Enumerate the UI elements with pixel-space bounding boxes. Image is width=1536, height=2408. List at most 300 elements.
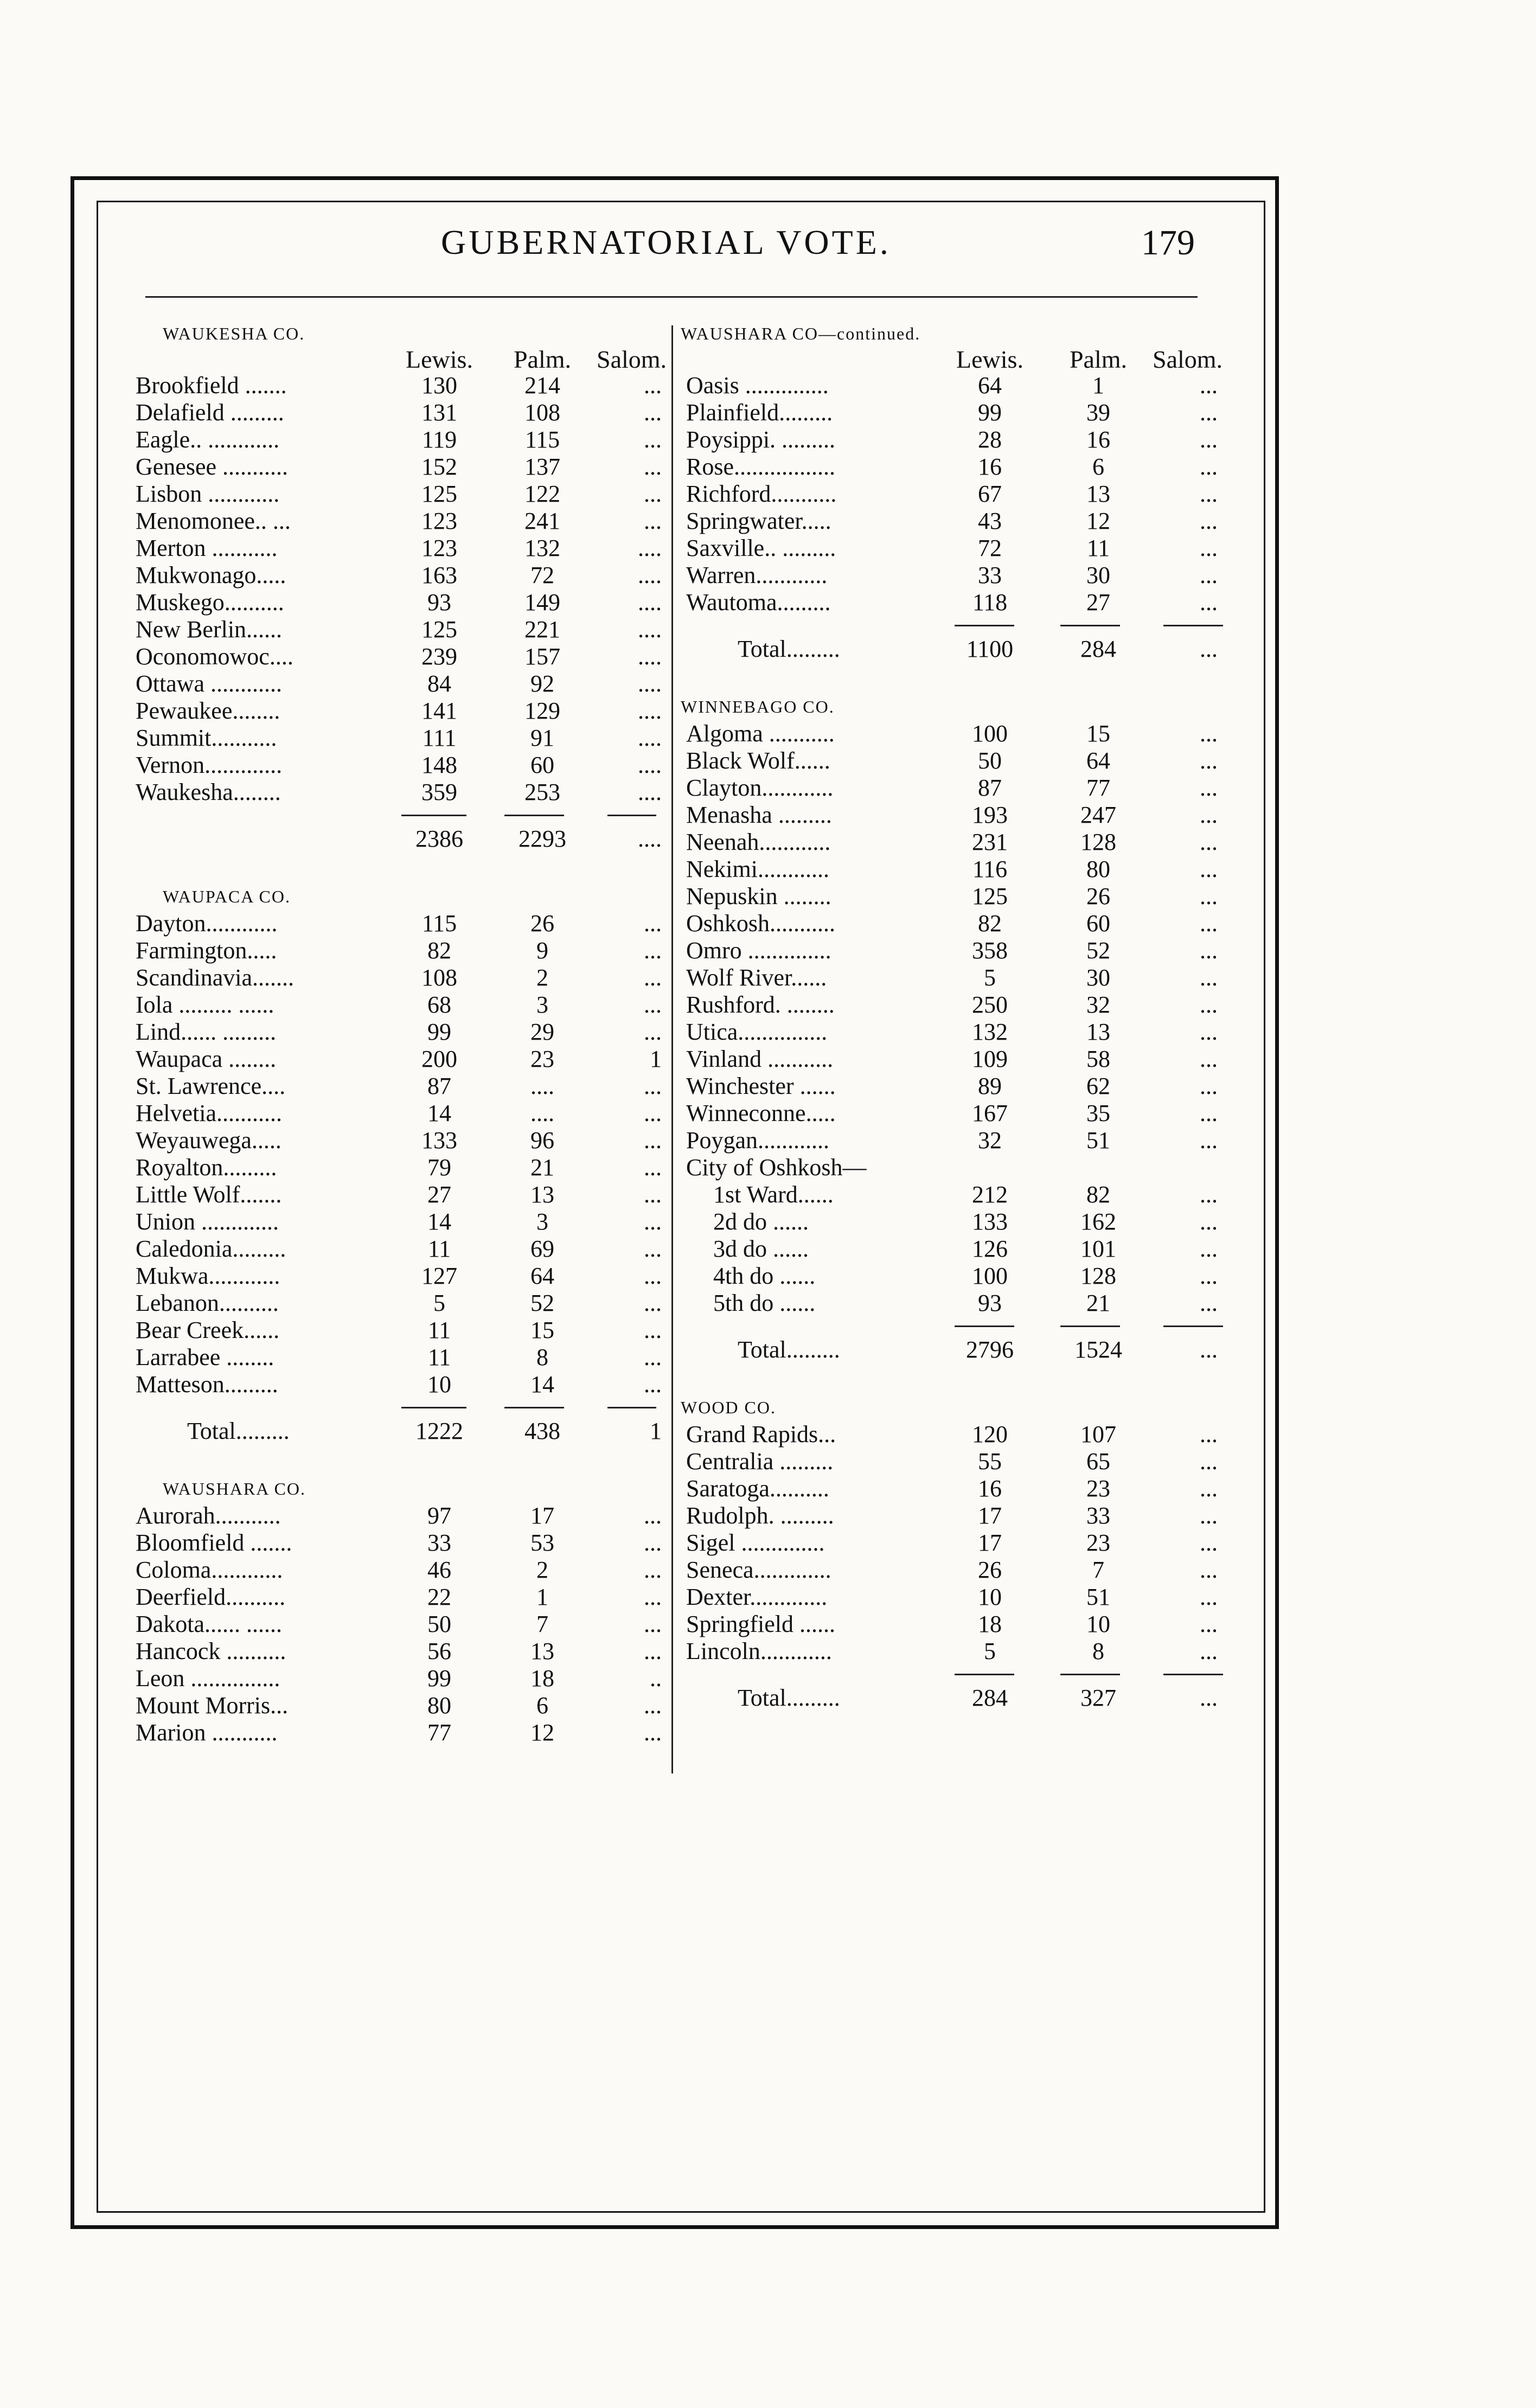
salomon-vote: ... (1200, 1685, 1218, 1711)
palmer-vote: 129 (524, 697, 560, 724)
total-row (681, 1336, 1234, 1363)
table-row (681, 1181, 1234, 1208)
township-name: 1st Ward...... (713, 1181, 834, 1208)
salomon-vote: ... (644, 1100, 662, 1126)
palmer-vote: 69 (530, 1235, 554, 1262)
palmer-vote: 64 (530, 1263, 554, 1289)
total-row (681, 1685, 1234, 1712)
table-row (130, 562, 667, 589)
township-name: Weyauwega..... (136, 1127, 281, 1154)
table-row (130, 1208, 667, 1235)
salomon-vote: ... (644, 1073, 662, 1099)
lewis-vote: 239 (421, 643, 457, 670)
township-name: Saratoga.......... (686, 1475, 829, 1502)
spacer (681, 663, 1234, 693)
column-divider (671, 325, 673, 1773)
total-row (130, 825, 667, 853)
lewis-vote: 80 (427, 1692, 451, 1719)
column-header-salomon: Salom. (597, 345, 667, 373)
salomon-vote: .... (638, 670, 662, 697)
palmer-vote: 132 (524, 535, 560, 561)
lewis-vote: 99 (978, 399, 1002, 426)
lewis-vote: 26 (978, 1557, 1002, 1583)
lewis-vote: 116 (972, 856, 1008, 882)
table-row (681, 453, 1234, 481)
lewis-vote: 17 (978, 1529, 1002, 1556)
palmer-vote: 12 (1086, 508, 1110, 534)
salomon-vote: 1 (650, 1046, 662, 1072)
table-row (130, 481, 667, 508)
palmer-vote: 13 (1086, 481, 1110, 507)
lewis-vote: 133 (421, 1127, 457, 1154)
table-row (130, 1127, 667, 1154)
lewis-vote: 130 (421, 372, 457, 399)
palmer-vote: 149 (524, 589, 560, 616)
lewis-vote: 16 (978, 1475, 1002, 1502)
salomon-vote: ... (1200, 991, 1218, 1018)
township-name: Oasis .............. (686, 372, 829, 399)
palmer-vote: 53 (530, 1529, 554, 1556)
salomon-vote: ... (644, 399, 662, 426)
lewis-vote: 56 (427, 1638, 451, 1664)
lewis-vote: 193 (972, 802, 1008, 828)
table-row (681, 1208, 1234, 1235)
table-row (130, 426, 667, 453)
table-row (130, 697, 667, 725)
palmer-vote: 52 (530, 1290, 554, 1316)
township-name: Wautoma......... (686, 589, 831, 616)
palmer-vote: 128 (1080, 829, 1116, 855)
palmer-vote: 62 (1086, 1073, 1110, 1099)
township-name: Grand Rapids... (686, 1421, 836, 1448)
lewis-vote: 1100 (966, 636, 1014, 662)
lewis-vote: 32 (978, 1127, 1002, 1154)
county-heading-waukesha: WAUKESHA CO. (163, 324, 305, 343)
salomon-vote: ... (644, 453, 662, 480)
salomon-vote: ... (644, 1371, 662, 1398)
total-row (681, 636, 1234, 663)
total-rules (130, 1398, 667, 1418)
township-name: Winchester ...... (686, 1073, 836, 1099)
palmer-vote: 30 (1086, 964, 1110, 991)
table-row (130, 1263, 667, 1290)
township-name: Pewaukee........ (136, 697, 280, 724)
palmer-vote: 15 (1086, 720, 1110, 747)
township-name: Black Wolf...... (686, 747, 830, 774)
salomon-vote: ... (1200, 1475, 1218, 1502)
palmer-vote: 8 (536, 1344, 548, 1370)
county-heading-winnebago: WINNEBAGO CO. (681, 697, 835, 716)
table-row (130, 1665, 667, 1692)
salomon-vote: ... (1200, 1073, 1218, 1099)
salomon-vote: ... (1200, 1127, 1218, 1154)
township-name: Lebanon.......... (136, 1290, 279, 1316)
palmer-vote: 51 (1086, 1127, 1110, 1154)
township-name: Leon ............... (136, 1665, 280, 1692)
township-name: Rose................. (686, 453, 835, 480)
palmer-vote: 221 (524, 616, 560, 643)
palmer-vote: 16 (1086, 426, 1110, 453)
lewis-vote: 33 (427, 1529, 451, 1556)
township-name: Merton ........... (136, 535, 278, 561)
salomon-vote: ... (1200, 399, 1218, 426)
rule-line (504, 1407, 564, 1408)
palmer-vote: 11 (1086, 535, 1110, 561)
lewis-vote: 200 (421, 1046, 457, 1072)
table-row (681, 1073, 1234, 1100)
township-name: Vinland ........... (686, 1046, 834, 1072)
lewis-vote: 33 (978, 562, 1002, 588)
township-name: Muskego.......... (136, 589, 284, 616)
lewis-vote: 108 (421, 964, 457, 991)
palmer-vote: 115 (524, 426, 560, 453)
city-subheading (681, 1154, 1234, 1181)
table-row (681, 1502, 1234, 1529)
table-row (130, 1046, 667, 1073)
salomon-vote: .... (638, 725, 662, 751)
column-header-salomon: Salom. (1153, 345, 1223, 373)
palmer-vote: 10 (1086, 1611, 1110, 1637)
salomon-vote: ... (644, 1557, 662, 1583)
township-name: Menomonee.. ... (136, 508, 291, 534)
township-name: Dexter............. (686, 1584, 828, 1610)
salomon-vote: ... (644, 481, 662, 507)
salomon-vote: .... (638, 535, 662, 561)
palmer-vote: 65 (1086, 1448, 1110, 1475)
palmer-vote: 122 (524, 481, 560, 507)
table-row (130, 1100, 667, 1127)
township-name: Clayton............ (686, 774, 834, 801)
table-row (681, 535, 1234, 562)
palmer-vote: 6 (536, 1692, 548, 1719)
salomon-vote: 1 (650, 1418, 662, 1444)
palmer-vote: 14 (530, 1371, 554, 1398)
salomon-vote: ... (1200, 1611, 1218, 1637)
salomon-vote: ... (1200, 1100, 1218, 1126)
township-name: 3d do ...... (713, 1235, 809, 1262)
salomon-vote: ... (644, 1317, 662, 1343)
county-heading-waushara: WAUSHARA CO. (163, 1479, 306, 1498)
table-row (681, 802, 1234, 829)
rule-line (504, 815, 564, 816)
salomon-vote: ... (1200, 1208, 1218, 1235)
township-name: Centralia ......... (686, 1448, 834, 1475)
salomon-vote: ... (1200, 1421, 1218, 1448)
page-title: GUBERNATORIAL VOTE. (441, 223, 891, 261)
palmer-vote: 82 (1086, 1181, 1110, 1208)
salomon-vote: ... (1200, 802, 1218, 828)
right-column (681, 320, 1234, 1712)
township-name: Menasha ......... (686, 802, 832, 828)
salomon-vote: .... (638, 616, 662, 643)
township-name: Warren............ (686, 562, 828, 588)
column-header-lewis: Lewis. (406, 345, 473, 373)
salomon-vote: .... (638, 589, 662, 616)
lewis-vote: 5 (433, 1290, 445, 1316)
palmer-vote: 21 (530, 1154, 554, 1181)
table-row (681, 937, 1234, 964)
rule-line (1060, 1674, 1120, 1675)
palmer-vote: 162 (1080, 1208, 1116, 1235)
township-name: Plainfield......... (686, 399, 833, 426)
lewis-vote: 131 (421, 399, 457, 426)
lewis-vote: 27 (427, 1181, 451, 1208)
table-row (130, 1344, 667, 1371)
palmer-vote: 60 (1086, 910, 1110, 937)
salomon-vote: ... (644, 1181, 662, 1208)
palmer-vote: 18 (530, 1665, 554, 1692)
lewis-vote: 125 (421, 616, 457, 643)
palmer-vote: 128 (1080, 1263, 1116, 1289)
township-name: Sigel .............. (686, 1529, 825, 1556)
salomon-vote: ... (1200, 1529, 1218, 1556)
lewis-vote: 167 (972, 1100, 1008, 1126)
table-row (681, 856, 1234, 883)
table-row (130, 1073, 667, 1100)
palmer-vote: 91 (530, 725, 554, 751)
township-name: New Berlin...... (136, 616, 283, 643)
lewis-vote: 82 (427, 937, 451, 964)
lewis-vote: 123 (421, 508, 457, 534)
table-row (130, 725, 667, 752)
lewis-vote: 79 (427, 1154, 451, 1181)
lewis-vote: 126 (972, 1235, 1008, 1262)
palmer-vote: 23 (530, 1046, 554, 1072)
salomon-vote: ... (1200, 1290, 1218, 1316)
township-name: St. Lawrence.... (136, 1073, 286, 1099)
township-name: Marion ........... (136, 1719, 278, 1746)
table-row (130, 1317, 667, 1344)
township-name: Total......... (738, 1336, 840, 1363)
total-rules (681, 616, 1234, 636)
palmer-vote: 35 (1086, 1100, 1110, 1126)
lewis-vote: 125 (972, 883, 1008, 910)
salomon-vote: ... (1200, 1638, 1218, 1664)
palmer-vote: 2293 (519, 825, 566, 852)
salomon-vote: ... (644, 1263, 662, 1289)
palmer-vote: 33 (1086, 1502, 1110, 1529)
palmer-vote: 26 (530, 910, 554, 937)
lewis-vote: 11 (427, 1344, 451, 1370)
salomon-vote: ... (644, 991, 662, 1018)
table-row (681, 426, 1234, 453)
salomon-vote: ... (644, 1584, 662, 1610)
column-header-palmer: Palm. (1069, 345, 1128, 373)
table-row (681, 991, 1234, 1019)
lewis-vote: 141 (421, 697, 457, 724)
table-row (681, 829, 1234, 856)
township-name: 4th do ...... (713, 1263, 816, 1289)
palmer-vote: 96 (530, 1127, 554, 1154)
palmer-vote: 29 (530, 1019, 554, 1045)
table-row (130, 1692, 667, 1719)
table-row (681, 1475, 1234, 1502)
table-row (130, 589, 667, 616)
township-name: Summit........... (136, 725, 277, 751)
palmer-vote: 30 (1086, 562, 1110, 588)
salomon-vote: ... (1200, 1448, 1218, 1475)
township-name: Delafield ......... (136, 399, 284, 426)
palmer-vote: 80 (1086, 856, 1110, 882)
lewis-vote: 359 (421, 779, 457, 805)
table-row (130, 399, 667, 426)
palmer-vote: 214 (524, 372, 560, 399)
township-name: Larrabee ........ (136, 1344, 274, 1370)
palmer-vote: 9 (536, 937, 548, 964)
palmer-vote: 51 (1086, 1584, 1110, 1610)
township-name: Iola ......... ...... (136, 991, 274, 1018)
salomon-vote: ... (1200, 1263, 1218, 1289)
total-row (130, 1418, 667, 1445)
palmer-vote: 27 (1086, 589, 1110, 616)
table-row (681, 589, 1234, 616)
township-name: Genesee ........... (136, 453, 289, 480)
palmer-vote: 77 (1086, 774, 1110, 801)
palmer-vote: 92 (530, 670, 554, 697)
salomon-vote: ... (644, 1529, 662, 1556)
table-row (681, 562, 1234, 589)
salomon-vote: .... (638, 752, 662, 778)
lewis-vote: 22 (427, 1584, 451, 1610)
township-name: Union ............. (136, 1208, 279, 1235)
township-name: Poygan............ (686, 1127, 829, 1154)
table-row (681, 1046, 1234, 1073)
palmer-vote: 157 (524, 643, 560, 670)
lewis-vote: 125 (421, 481, 457, 507)
lewis-vote: 109 (972, 1046, 1008, 1072)
lewis-vote: 284 (972, 1685, 1008, 1711)
table-row (130, 616, 667, 643)
county-heading-waushara-continued: WAUSHARA CO—continued. (681, 324, 921, 343)
table-row (130, 910, 667, 937)
lewis-vote: 10 (427, 1371, 451, 1398)
lewis-vote: 14 (427, 1208, 451, 1235)
table-row (130, 1154, 667, 1181)
salomon-vote: ... (1200, 453, 1218, 480)
township-name: Royalton......... (136, 1154, 277, 1181)
salomon-vote: ... (1200, 883, 1218, 910)
lewis-vote: 100 (972, 720, 1008, 747)
lewis-vote: 127 (421, 1263, 457, 1289)
lewis-vote: 28 (978, 426, 1002, 453)
salomon-vote: ... (644, 1719, 662, 1746)
township-name: Algoma ........... (686, 720, 835, 747)
palmer-vote: 23 (1086, 1529, 1110, 1556)
salomon-vote: ... (1200, 910, 1218, 937)
township-name: Farmington..... (136, 937, 277, 964)
township-name: Nekimi............ (686, 856, 829, 882)
rule-line (1060, 625, 1120, 626)
township-name: Scandinavia....... (136, 964, 295, 991)
lewis-vote: 46 (427, 1557, 451, 1583)
page-header (97, 222, 1265, 271)
palmer-vote: 2 (536, 964, 548, 991)
palmer-vote: 6 (1092, 453, 1104, 480)
lewis-vote: 93 (978, 1290, 1002, 1316)
column-header-palmer: Palm. (513, 345, 572, 373)
page-number: 179 (1141, 223, 1195, 262)
table-row (130, 372, 667, 399)
salomon-vote: ... (644, 1154, 662, 1181)
lewis-vote: 68 (427, 991, 451, 1018)
salomon-vote: ... (1200, 1584, 1218, 1610)
palmer-vote: 13 (1086, 1019, 1110, 1045)
township-name: Seneca............. (686, 1557, 831, 1583)
table-row (130, 1584, 667, 1611)
table-row (681, 399, 1234, 426)
column-header-lewis: Lewis. (956, 345, 1023, 373)
salomon-vote: ... (644, 1290, 662, 1316)
township-name: Caledonia......... (136, 1235, 286, 1262)
salomon-vote: ... (1200, 1019, 1218, 1045)
salomon-vote: ... (644, 1235, 662, 1262)
table-row (681, 508, 1234, 535)
lewis-vote: 14 (427, 1100, 451, 1126)
township-name: Mount Morris... (136, 1692, 289, 1719)
township-name: Saxville.. ......... (686, 535, 836, 561)
spacer (130, 853, 667, 883)
township-name: Neenah............ (686, 829, 831, 855)
palmer-vote: 52 (1086, 937, 1110, 964)
lewis-vote: 93 (427, 589, 451, 616)
township-name: 5th do ...... (713, 1290, 816, 1316)
township-name: Rushford. ........ (686, 991, 835, 1018)
lewis-vote: 2386 (415, 825, 463, 852)
palmer-vote: 1524 (1074, 1336, 1122, 1363)
lewis-vote: 99 (427, 1019, 451, 1045)
table-row (681, 1235, 1234, 1263)
lewis-vote: 2796 (966, 1336, 1014, 1363)
table-row (130, 508, 667, 535)
palmer-vote: 107 (1080, 1421, 1116, 1448)
rule-line (955, 625, 1014, 626)
township-name: 2d do ...... (713, 1208, 809, 1235)
lewis-vote: 100 (972, 1263, 1008, 1289)
rule-line (401, 815, 466, 816)
lewis-vote: 231 (972, 829, 1008, 855)
township-name: Utica............... (686, 1019, 828, 1045)
salomon-vote: ... (1200, 1557, 1218, 1583)
rule-line (1060, 1325, 1120, 1327)
township-name: Dakota...... ...... (136, 1611, 283, 1637)
lewis-vote: 152 (421, 453, 457, 480)
lewis-vote: 64 (978, 372, 1002, 399)
salomon-vote: ... (1200, 964, 1218, 991)
township-name: Matteson......... (136, 1371, 278, 1398)
salomon-vote: ... (1200, 481, 1218, 507)
palmer-vote: 26 (1086, 883, 1110, 910)
township-name: Waukesha........ (136, 779, 281, 805)
township-name: Rudolph. ......... (686, 1502, 834, 1529)
lewis-vote: 5 (984, 964, 996, 991)
table-row (130, 1019, 667, 1046)
table-row (130, 1557, 667, 1584)
lewis-vote: 115 (421, 910, 457, 937)
table-row (130, 1290, 667, 1317)
palmer-vote: 60 (530, 752, 554, 778)
palmer-vote: 23 (1086, 1475, 1110, 1502)
column-headers (130, 347, 667, 372)
table-row (130, 1529, 667, 1557)
lewis-vote: 119 (421, 426, 457, 453)
lewis-vote: 87 (427, 1073, 451, 1099)
table-row (130, 1719, 667, 1746)
table-row (130, 937, 667, 964)
salomon-vote: ... (1200, 1235, 1218, 1262)
table-row (681, 1448, 1234, 1475)
salomon-vote: ... (1200, 1502, 1218, 1529)
salomon-vote: ... (1200, 636, 1218, 662)
